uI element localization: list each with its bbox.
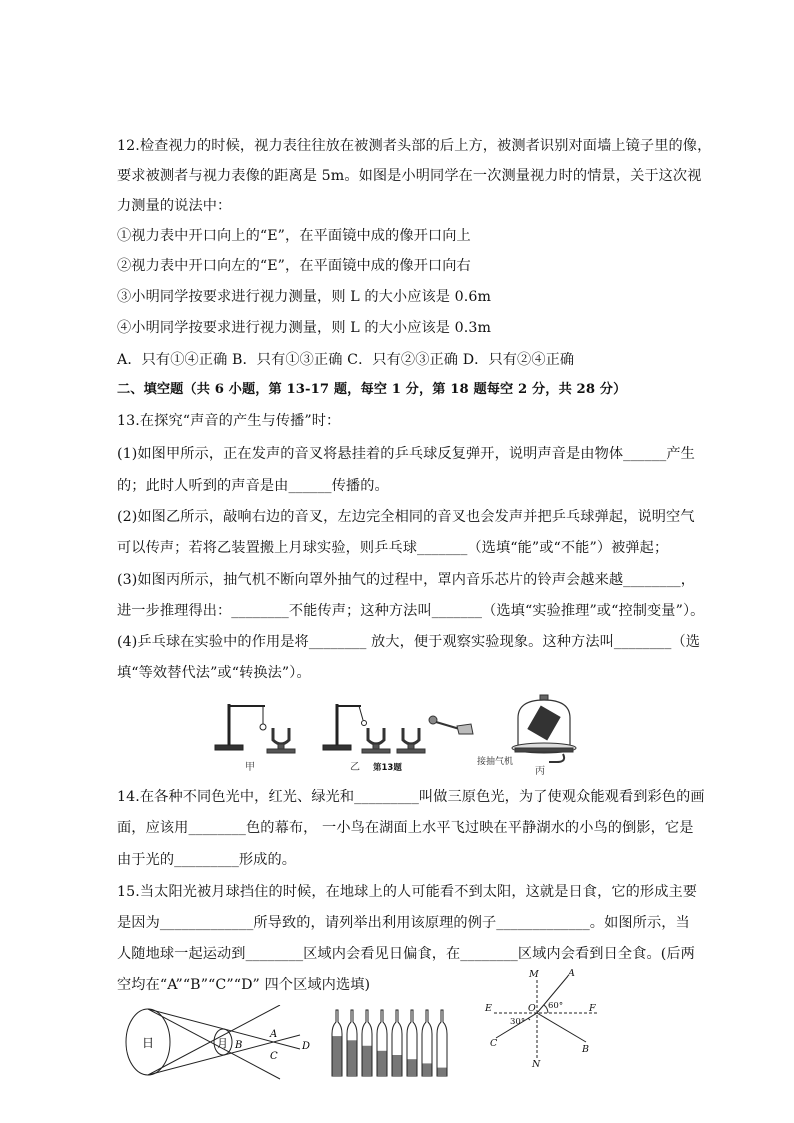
q12-statement-4: ④小明同学按要求进行视力测量，则 L 的大小应该是 0.3m bbox=[117, 320, 492, 336]
figure-caption: 第13题 bbox=[373, 763, 402, 773]
q13-line-3: 的；此时人听到的声音是由______传播的。 bbox=[117, 478, 389, 494]
q12-statement-3: ③小明同学按要求进行视力测量，则 L 的大小应该是 0.6m bbox=[117, 289, 492, 305]
label-bing: 丙 bbox=[535, 766, 545, 776]
bottle-water bbox=[333, 1036, 342, 1076]
q15-line-1: 15.当太阳光被月球挡住的时候，在地球上的人可能看不到太阳，这就是日食，它的形成主要 bbox=[117, 884, 698, 900]
tuning-fork-yi-left-icon bbox=[362, 728, 390, 753]
stand-yi-icon bbox=[323, 704, 367, 750]
label-yi: 乙 bbox=[350, 762, 360, 773]
q12-statement-1: ①视力表中开口向上的“E”，在平面镜中成的像开口向上 bbox=[117, 228, 471, 244]
q13-line-5: 可以传声；若将乙装置搬上月球实验，则乒乓球_______（选填“能”或“不能”）被弹起； bbox=[117, 540, 669, 556]
q12-options: A．只有①④正确 B．只有①③正确 C．只有②③正确 D．只有②④正确 bbox=[117, 352, 575, 368]
bottle-water bbox=[408, 1059, 417, 1076]
q15-line-4: 空均在“A”“B”“C”“D” 四个区域内选填) bbox=[117, 977, 371, 993]
bell-jar-icon bbox=[512, 695, 576, 762]
label-jia: 甲 bbox=[245, 762, 255, 773]
q15-line-3: 人随地球一起运动到________区域内会看见日偏食，在________区域内会看到日全食。(后两 bbox=[117, 946, 695, 962]
mallet-icon bbox=[429, 716, 473, 734]
q12-line-1: 12.检查视力的时候，视力表往往放在被测者头部的后上方，被测者识别对面墙上镜子里的像， bbox=[117, 138, 712, 154]
section-heading: 二、填空题（共 6 小题，第 13-17 题，每空 1 分，第 18 题每空 2 分，共 28 分） bbox=[117, 382, 627, 397]
bottle-water bbox=[363, 1046, 372, 1076]
q13-line-7: 进一步推理得出：________不能传声；这种方法叫_______（选填“实验推理”或“控制变量”）。 bbox=[117, 603, 705, 619]
angle-30-label: 30° bbox=[510, 1017, 526, 1027]
q12-line-3: 力测量的说法中： bbox=[117, 198, 232, 214]
label-n: N bbox=[532, 1059, 541, 1068]
q13-line-6: (3)如图丙所示，抽气机不断向罩外抽气的过程中，罩内音乐芯片的铃声会越来越________， bbox=[117, 572, 696, 588]
bottle-water bbox=[423, 1063, 432, 1076]
angle-60-label: 60° bbox=[548, 1001, 564, 1011]
label-m: M bbox=[529, 969, 539, 980]
bottle-water bbox=[378, 1051, 387, 1076]
eclipse-figure bbox=[120, 1005, 320, 1085]
region-b-label: B bbox=[235, 1040, 243, 1051]
q13-line-1: 13.在探究“声音的产生与传播”时： bbox=[117, 413, 341, 429]
q13-line-8: (4)乒乓球在实验中的作用是将________ 放大，便于观察实验现象。这种方法叫________（选 bbox=[117, 634, 701, 650]
bottle-icon bbox=[437, 1010, 447, 1076]
label-f: F bbox=[589, 1003, 596, 1014]
q14-line-1: 14.在各种不同色光中，红光、绿光和_________叫做三原色光，为了使观众能观看到彩色的画 bbox=[117, 789, 705, 805]
tuning-fork-yi-right-icon bbox=[397, 728, 425, 753]
region-a-label: A bbox=[270, 1029, 278, 1040]
label-e: E bbox=[485, 1003, 492, 1014]
q12-line-2: 要求被测者与视力表像的距离是 5m。如图是小明同学在一次测量视力时的情景，关于这次视 bbox=[117, 168, 702, 184]
sun-label: 日 bbox=[142, 1036, 155, 1050]
optics-figure bbox=[482, 968, 612, 1068]
q13-line-4: (2)如图乙所示，敲响右边的音叉，左边完全相同的音叉也会发声并把乒乓球弹起，说明空气 bbox=[117, 509, 695, 525]
q14-line-2: 面，应该用________色的幕布， 一小鸟在湖面上水平飞过映在平静湖水的小鸟的倒影，它是 bbox=[117, 820, 694, 836]
tuning-fork-jia-icon bbox=[267, 728, 295, 753]
label-a: A bbox=[568, 968, 575, 979]
bottles-figure bbox=[328, 1008, 458, 1080]
q14-line-3: 由于光的_________形成的。 bbox=[117, 852, 297, 868]
q13-line-9: 填“等效替代法”或“转换法”）。 bbox=[117, 665, 311, 681]
q12-statement-2: ②视力表中开口向左的“E”，在平面镜中成的像开口向右 bbox=[117, 258, 471, 274]
moon-label: 月 bbox=[217, 1037, 228, 1050]
bottle-water bbox=[348, 1040, 357, 1076]
region-c-label: C bbox=[270, 1051, 278, 1062]
label-c: C bbox=[490, 1038, 498, 1049]
bottle-water bbox=[438, 1068, 447, 1076]
label-b: B bbox=[582, 1044, 589, 1055]
ray-ob bbox=[537, 1013, 586, 1042]
label-o: O bbox=[528, 1003, 536, 1014]
stand-jia-icon bbox=[215, 704, 266, 750]
q13-figure bbox=[205, 690, 605, 776]
q13-line-2: (1)如图甲所示，正在发声的音叉将悬挂着的乒乓球反复弹开，说明声音是由物体______产生 bbox=[117, 446, 695, 462]
pump-label: 接抽气机 bbox=[477, 757, 514, 767]
q15-line-2: 是因为_____________所导致的，请列举出利用该原理的例子_____________。如图所示，当 bbox=[117, 915, 690, 931]
bottle-water bbox=[393, 1055, 402, 1076]
region-d-label: D bbox=[302, 1041, 311, 1052]
